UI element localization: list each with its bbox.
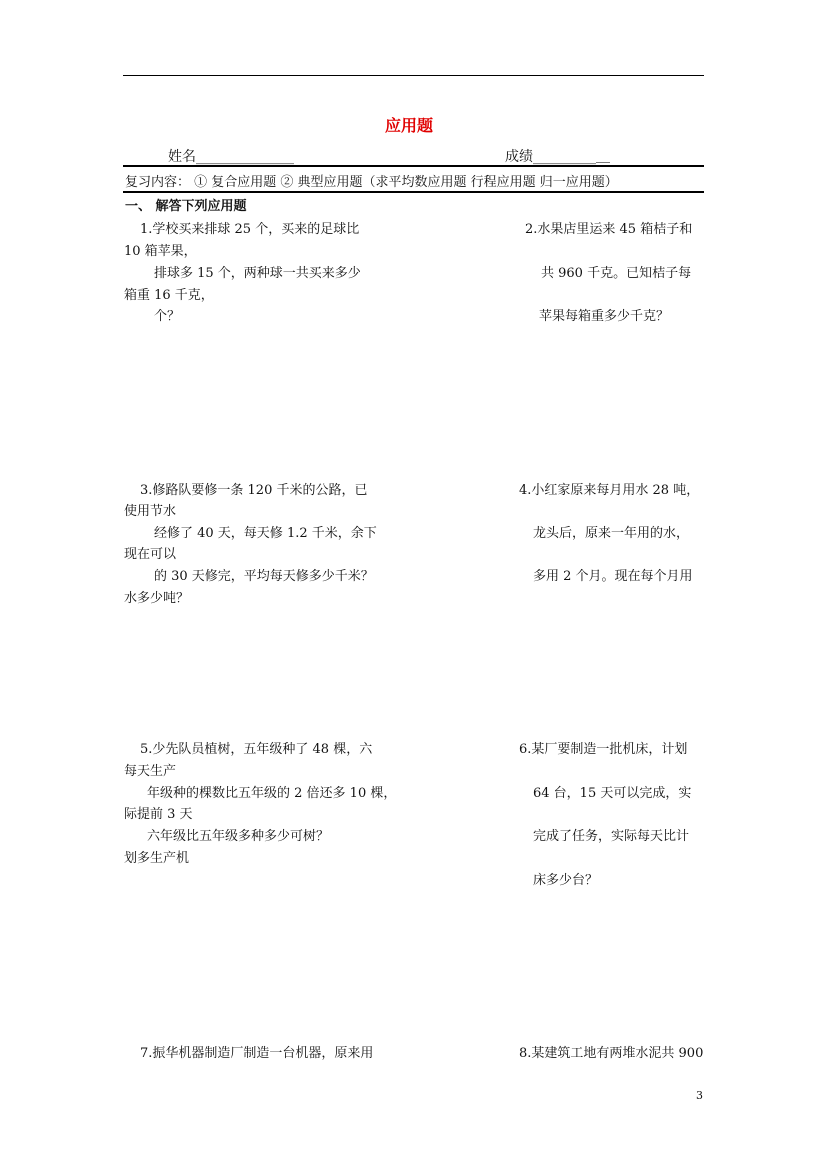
- problem-3-line-4: 现在可以: [124, 547, 177, 562]
- problem-1-line-5: 个？: [154, 309, 181, 324]
- problem-6-line-3: 完成了任务，实际每天比计: [533, 829, 690, 844]
- section-heading: 一、 解答下列应用题: [125, 199, 247, 214]
- problem-4-line-2: 龙头后，原来一年用的水，: [533, 526, 690, 541]
- problem-3-line-1: 3.修路队要修一条 120 千米的公路，已: [140, 483, 368, 498]
- problem-5-line-2: 每天生产: [124, 764, 177, 779]
- problem-6-line-1: 6.某厂要制造一批机床，计划: [519, 742, 688, 757]
- problem-2-line-2: 共 960 千克。已知桔子每: [541, 266, 692, 281]
- problem-1-line-3: 排球多 15 个，两种球一共买来多少: [154, 266, 361, 281]
- page-title: 应用题: [385, 116, 434, 135]
- problem-5-line-5: 六年级比五年级多种多少可树？: [147, 829, 330, 844]
- header-rule-thick: [123, 165, 704, 167]
- review-rule: [123, 191, 704, 193]
- problem-5-line-4: 际提前 3 天: [124, 807, 193, 822]
- problem-3-line-6: 水多少吨？: [124, 591, 190, 606]
- problem-5-line-3: 年级种的棵数比五年级的 2 倍还多 10 棵，: [147, 786, 397, 801]
- review-content-line: 复习内容： ① 复合应用题 ② 典型应用题（求平均数应用题 行程应用题 归一应用题）: [125, 175, 618, 190]
- problem-1-line-2: 10 箱苹果，: [124, 244, 197, 259]
- problem-6-line-4: 床多少台？: [533, 873, 599, 888]
- page-number: 3: [696, 1089, 703, 1102]
- problem-1-line-4: 箱重 16 千克，: [124, 288, 214, 303]
- problem-8-line-1: 8.某建筑工地有两堆水泥共 900: [519, 1046, 704, 1061]
- problem-6-line-2: 64 台，15 天可以完成，实: [533, 786, 692, 801]
- problem-1-line-1: 1.学校买来排球 25 个，买来的足球比: [140, 222, 360, 237]
- problem-3-line-5: 的 30 天修完，平均每天修多少千米？: [154, 569, 374, 584]
- problem-4-line-3: 多用 2 个月。现在每个月用: [533, 569, 693, 584]
- problem-2-line-1: 2.水果店里运来 45 箱桔子和: [525, 222, 693, 237]
- problem-5-line-1: 5.少先队员植树，五年级种了 48 棵，六: [140, 742, 373, 757]
- problem-3-line-3: 经修了 40 天，每天修 1.2 千米，余下: [154, 526, 377, 541]
- score-field-label: 成绩_________＿: [505, 149, 610, 165]
- top-rule: [123, 75, 704, 76]
- problem-7-line-1: 7.振华机器制造厂制造一台机器，原来用: [140, 1046, 374, 1061]
- problem-3-line-2: 使用节水: [124, 504, 177, 519]
- name-field-label: 姓名______________: [168, 149, 294, 165]
- problem-2-line-3: 苹果每箱重多少千克？: [539, 309, 670, 324]
- problem-5-line-6: 划多生产机: [124, 851, 190, 866]
- problem-4-line-1: 4.小红家原来每月用水 28 吨，: [519, 483, 700, 498]
